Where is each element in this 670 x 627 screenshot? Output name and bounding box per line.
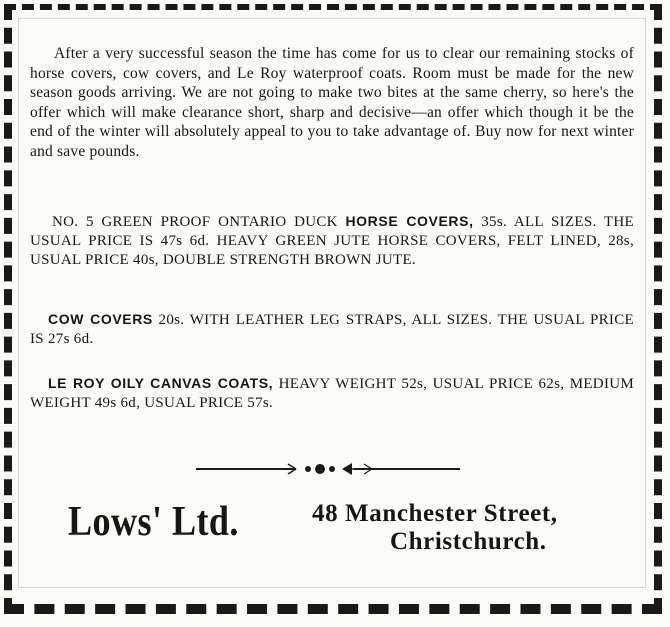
horse-covers-heading: HORSE COVERS, xyxy=(345,213,474,229)
company-name: Lows' Ltd. xyxy=(68,499,239,545)
company-address xyxy=(312,500,612,556)
cow-covers-heading: COW COVERS xyxy=(48,311,153,327)
canvas-coats-text: HEAVY WEIGHT 52s, USUAL PRICE 62s, MEDIUM WEIGHT 49s 6d, USUAL PRICE 57s. xyxy=(30,376,635,411)
decorative-rule-icon xyxy=(196,460,460,478)
horse-covers-item xyxy=(30,212,634,270)
horse-covers-prefix: NO. 5 GREEN PROOF ONTARIO DUCK xyxy=(52,214,338,230)
intro-paragraph: After a very successful season the time has come for us to clear our remaining stocks of horse covers, cow covers, and Le Roy waterproof coats. Room must be made for the new season goods arriving. We are not going to make two bites at the same cherry, so here's the offer which will make clearance short, sharp and decisive—an offer which though it be the end of the winter will absolutely appeal to you to take advantage of. Buy now for next winter and save pounds. xyxy=(30,45,634,160)
address-city: Christchurch. xyxy=(390,528,547,555)
cow-covers-item xyxy=(30,310,634,349)
cow-covers-text: 20s. WITH LEATHER LEG STRAPS, ALL SIZES. THE USUAL PRICE IS 27s 6d. xyxy=(30,312,634,347)
address-street: 48 Manchester Street, xyxy=(312,500,558,527)
horse-covers-text: 35s. ALL SIZES. THE USUAL PRICE IS 47s 6d. HEAVY GREEN JUTE HORSE COVERS, FELT LINED, 28s, USUAL PRICE 40s, DOUBLE STRENGTH BROWN JUTE. xyxy=(30,214,634,268)
canvas-coats-heading: LE ROY OILY CANVAS COATS, xyxy=(48,375,274,391)
canvas-coats-item xyxy=(30,374,634,413)
